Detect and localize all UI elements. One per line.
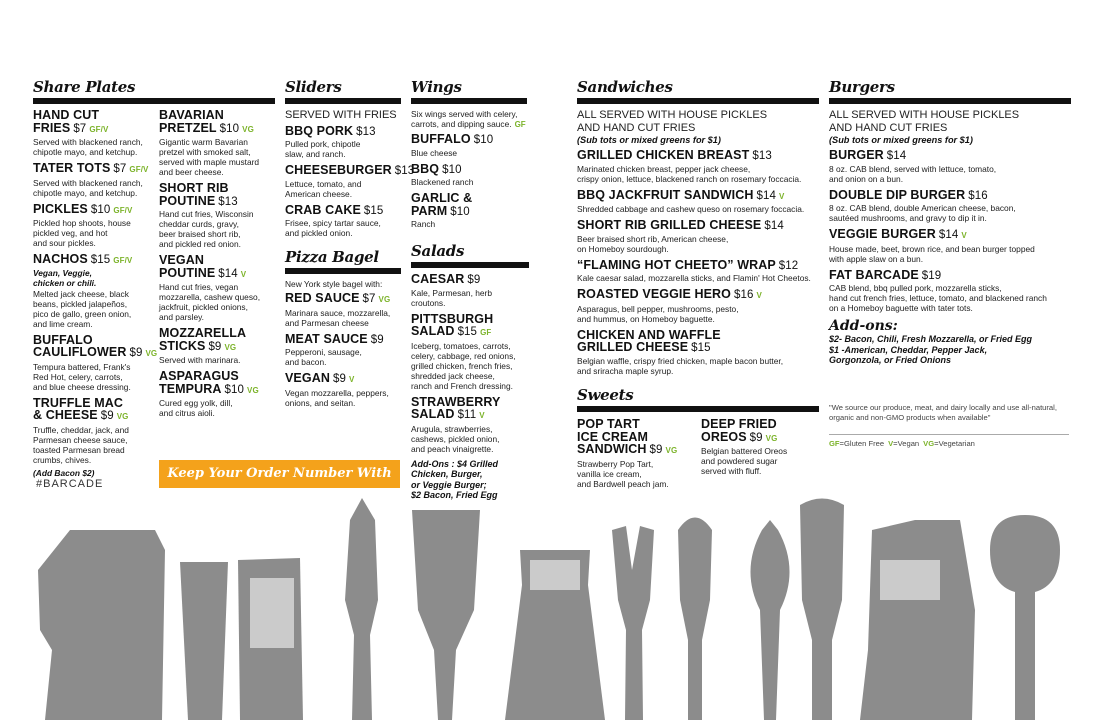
menu-item: [285, 372, 401, 408]
dietary-tag: GF/V: [113, 205, 133, 215]
dietary-tag: VG: [247, 385, 259, 395]
item-name-row: [577, 219, 819, 233]
item-name-row: [33, 397, 157, 424]
item-name: BAVARIAN PRETZEL: [159, 108, 224, 135]
order-number-banner: Keep Your Order Number With You: [159, 460, 400, 488]
sandwiches-items: [577, 149, 819, 376]
menu-item: [411, 273, 529, 308]
menu-item: [577, 288, 819, 324]
item-name: TRUFFLE MAC & CHEESE: [33, 395, 123, 422]
item-description: Marinated chicken breast, pepper jack cheese, crispy onion, lettuce, blackened ranch on rosemary foccacia.: [577, 163, 802, 184]
sweets-item-2: [701, 418, 819, 481]
item-name: HAND CUT FRIES: [33, 108, 100, 135]
tap-handle-silhouette: [412, 510, 480, 720]
menu-item: [159, 254, 277, 322]
wings-intro-text: Six wings served with celery, carrots, and dipping sauce.: [411, 109, 518, 129]
item-name: VEGAN POUTINE: [159, 253, 216, 280]
sweets-section: [577, 386, 819, 417]
item-description: Hand cut fries, vegan mozzarella, cashew queso, jackfruit, pickled onions, and parsley.: [159, 282, 261, 322]
item-price: $9: [129, 347, 143, 359]
menu-item: [829, 228, 1071, 264]
salads-section: [411, 242, 529, 501]
dietary-tag: VG: [378, 295, 391, 304]
dietary-tag: VG: [224, 342, 237, 352]
section-title: Salads: [411, 242, 529, 268]
item-price: $7: [362, 293, 376, 305]
item-description: Tempura battered, Frank's Red Hot, celery, carrots, and blue cheese dressing.: [33, 361, 131, 392]
item-price: $10: [224, 383, 245, 396]
item-description: Served with blackened ranch, chipotle mayo, and ketchup.: [33, 177, 143, 198]
item-name-row: [285, 372, 401, 387]
item-name: BBQ JACKFRUIT SANDWICH: [577, 187, 754, 202]
forked-tap-handle-silhouette: [612, 526, 654, 720]
item-description: Cured egg yolk, dill, and citrus aioli.: [159, 398, 233, 418]
legend-code: VG: [923, 439, 935, 448]
section-intro: New York style bagel with:: [285, 279, 383, 289]
dietary-tag: V: [479, 411, 485, 420]
dietary-tag: GF: [480, 328, 492, 337]
item-description: 8 oz. CAB blend, double American cheese, bacon, sautéed mushrooms, and gravy to dip it in.: [829, 203, 1016, 223]
burgers-items: [829, 149, 1071, 313]
share-plates-section: [33, 78, 275, 109]
item-price: $10: [442, 163, 462, 176]
menu-item: [829, 189, 1071, 224]
section-title: Burgers: [829, 78, 1071, 104]
item-name-row: [33, 162, 157, 177]
item-name-row: [411, 163, 527, 177]
item-name: FAT BARCADE: [829, 267, 919, 282]
section-note: (Sub tots or mixed greens for $1): [829, 135, 973, 145]
item-description: 8 oz. CAB blend, served with lettuce, tomato, and onion on a bun.: [829, 163, 997, 184]
item-name: BUFFALO: [411, 132, 471, 146]
item-price: $13: [752, 150, 772, 162]
dietary-tag: GF/V: [89, 124, 109, 134]
section-intro: ALL SERVED WITH HOUSE PICKLES AND HAND CUT FRIES: [577, 109, 768, 134]
menu-item: [701, 418, 819, 476]
item-name: CAESAR: [411, 272, 465, 286]
legend-code: V: [888, 439, 894, 448]
item-name-row: [411, 192, 527, 218]
section-title: Sweets: [577, 386, 819, 412]
tap-handle-silhouettes: [0, 490, 1104, 720]
tall-tap-handle-silhouette: [800, 499, 844, 720]
dietary-tag: V: [961, 231, 967, 240]
shark-tap-handle-silhouette: [345, 498, 378, 720]
section-title: Sliders: [285, 78, 401, 104]
item-name-row: [829, 228, 1071, 243]
item-name-row: [159, 182, 277, 208]
menu-item: [285, 333, 401, 368]
item-name: STRAWBERRY SALAD: [411, 394, 501, 421]
item-price: $16: [734, 289, 754, 301]
item-name-row: [285, 292, 401, 307]
menu-item: [577, 149, 819, 184]
item-description: Beer braised short rib, American cheese, on Homeboy sourdough.: [577, 233, 729, 254]
item-price: $10: [450, 205, 470, 218]
divider: [829, 434, 1069, 435]
addons-title: Add-ons:: [829, 318, 898, 334]
item-price: $9: [208, 340, 222, 353]
share-plates-col-2: [159, 109, 277, 423]
item-name: MEAT SAUCE: [285, 331, 368, 346]
item-description: Frisee, spicy tartar sauce, and pickled onion.: [285, 218, 381, 238]
menu-item: [577, 189, 819, 215]
item-name-row: [285, 333, 401, 347]
item-name: BUFFALO CAULIFLOWER: [33, 332, 127, 359]
item-price: $10: [473, 134, 494, 146]
item-name: GARLIC & PARM: [411, 191, 473, 218]
item-price: $9: [467, 274, 481, 286]
item-description: Strawberry Pop Tart, vanilla ice cream, and Bardwell peach jam.: [577, 458, 669, 489]
item-name: CHEESEBURGER: [285, 163, 392, 177]
item-addon-note: (Add Bacon $2): [33, 467, 95, 478]
dietary-tag: GF/V: [129, 165, 149, 174]
legend-code: GF: [829, 439, 840, 448]
legend-text: =Gluten Free: [839, 439, 885, 448]
menu-item: [285, 204, 401, 239]
item-name: PITTSBURGH SALAD: [411, 311, 494, 338]
menu-item: [411, 313, 529, 391]
menu-item: [33, 397, 157, 478]
onion-tap-handle-silhouette: [750, 520, 789, 720]
item-name: POP TART ICE CREAM SANDWICH: [577, 417, 649, 456]
pizza-bagel-section: [285, 248, 401, 413]
item-name-row: [159, 370, 277, 397]
item-name: BBQ: [411, 161, 440, 176]
menu-item: [159, 370, 277, 418]
menu-item: [33, 162, 157, 198]
item-description: Asparagus, bell pepper, mushrooms, pesto, and hummus, on Homeboy baguette.: [577, 303, 739, 324]
item-price: $13: [218, 195, 238, 208]
item-description: Belgian battered Oreos and powdered sugar served with fluff.: [701, 446, 788, 476]
item-price: $7: [113, 163, 127, 175]
item-options: Vegan, Veggie, chicken or chili.: [33, 267, 97, 288]
item-name: ASPARAGUS TEMPURA: [159, 369, 239, 396]
item-name-row: [33, 109, 157, 136]
item-name: CHICKEN AND WAFFLE GRILLED CHEESE: [577, 327, 721, 354]
item-price: $10: [219, 122, 240, 135]
dietary-tag: VG: [242, 124, 254, 134]
salads-addons: Add-Ons : $4 Grilled Chicken, Burger, or Veggie Burger; $2 Bacon, Fried Egg: [411, 458, 499, 500]
item-name: VEGAN: [285, 371, 330, 385]
dietary-tag: V: [756, 291, 762, 300]
item-price: $7: [73, 122, 87, 135]
item-name-row: [411, 273, 529, 287]
item-description: Served with blackened ranch, chipotle mayo, and ketchup.: [33, 137, 143, 157]
item-name: TATER TOTS: [33, 161, 111, 175]
item-description: Shredded cabbage and cashew queso on rosemary foccacia.: [577, 204, 805, 214]
item-price: $14: [756, 189, 776, 202]
menu-item: [577, 329, 819, 376]
menu-item: [33, 203, 157, 249]
item-name: “FLAMING HOT CHEETO” WRAP: [577, 257, 776, 272]
item-description: Pulled pork, chipotle slaw, and ranch.: [285, 139, 361, 159]
menu-item: [829, 149, 1071, 184]
item-description: Blackened ranch: [411, 177, 474, 187]
item-price: $9: [332, 373, 346, 385]
menu-item: [33, 109, 157, 157]
item-description: Pepperoni, sausage, and bacon.: [285, 347, 362, 367]
round-top-tap-handle-silhouette: [990, 515, 1060, 720]
item-price: $13: [394, 165, 415, 177]
item-name-row: [577, 418, 697, 458]
item-name-row: [829, 189, 1071, 203]
item-name-row: [159, 254, 277, 281]
sliders-section: [285, 78, 415, 243]
menu-item: [33, 253, 157, 329]
section-note: (Sub tots or mixed greens for $1): [577, 135, 721, 145]
section-title: Wings: [411, 78, 527, 104]
item-description: Gigantic warm Bavarian pretzel with smoked salt, served with maple mustard and beer cheese.: [159, 137, 260, 177]
menu-item: [285, 125, 401, 160]
item-description: Served with marinara.: [159, 355, 241, 365]
menu-item: [577, 259, 819, 284]
item-name: SHORT RIB GRILLED CHEESE: [577, 218, 762, 232]
item-name-row: [411, 396, 529, 423]
round-tap-handle-silhouette: [678, 518, 712, 720]
item-name-row: [411, 313, 529, 340]
sandwiches-section: [577, 78, 819, 381]
dietary-tag: V: [348, 375, 355, 384]
item-description: House made, beet, brown rice, and bean burger topped with apple slaw on a bun.: [829, 243, 1035, 264]
menu-item: [411, 163, 527, 188]
legend-text: =Vegan: [893, 439, 920, 448]
item-description: Belgian waffle, crispy fried chicken, maple bacon butter, and sriracha maple syrup.: [577, 355, 784, 376]
item-price: $15: [90, 254, 111, 266]
menu-item: [159, 182, 277, 249]
item-name-row: [577, 189, 819, 204]
item-price: $9: [370, 333, 384, 346]
item-name: BBQ PORK: [285, 123, 354, 138]
item-description: Pickled hop shoots, house pickled veg, and hot and sour pickles.: [33, 218, 131, 248]
item-name-row: [33, 253, 157, 268]
dietary-tag: GF/V: [113, 256, 133, 265]
salads-items: [411, 273, 529, 454]
menu-item: [829, 269, 1071, 314]
section-intro: ALL SERVED WITH HOUSE PICKLES AND HAND CUT FRIES: [829, 109, 1020, 134]
item-name-row: [577, 149, 819, 163]
item-name: DOUBLE DIP BURGER: [829, 187, 966, 202]
item-description: Lettuce, tomato, and American cheese.: [285, 178, 362, 199]
item-name: RED SAUCE: [285, 291, 360, 305]
item-price: $11: [457, 409, 477, 421]
burgers-addons: $2- Bacon, Chili, Fresh Mozzarella, or Fried Egg $1 -American, Cheddar, Pepper Jack, Gorgonzola, or Fried Onions: [829, 334, 1033, 365]
menu-item: [411, 192, 527, 229]
section-intro: SERVED WITH FRIES: [285, 109, 397, 121]
section-title: Sandwiches: [577, 78, 819, 104]
pizza-bagel-items: [285, 292, 401, 408]
item-name-row: [829, 269, 1071, 283]
item-description: Vegan mozzarella, peppers, onions, and seitan.: [285, 387, 389, 408]
item-price: $13: [356, 125, 376, 138]
item-description: Hand cut fries, Wisconsin cheddar curds, gravy, beer braised short rib, and pickled red onion.: [159, 209, 254, 249]
wings-items: [411, 133, 527, 229]
dietary-tag: VG: [145, 349, 158, 358]
item-price: $14: [218, 267, 238, 280]
dietary-legend: [829, 439, 979, 448]
item-price: $14: [764, 220, 784, 232]
section-intro: [411, 109, 527, 130]
item-price: $9: [100, 410, 114, 422]
wings-section: [411, 78, 527, 234]
menu-item: [159, 109, 277, 177]
item-description: Kale, Parmesan, herb croutons.: [411, 287, 493, 308]
share-plates-col-1: [33, 109, 157, 483]
item-name-row: [577, 329, 819, 355]
item-name: ROASTED VEGGIE HERO: [577, 287, 732, 301]
menu-item: [285, 292, 401, 328]
dietary-tag: VG: [665, 446, 678, 455]
arcade-screen-detail: [880, 560, 940, 600]
item-name-row: [285, 125, 401, 139]
dietary-tag: VG: [116, 412, 129, 421]
item-description: Truffle, cheddar, jack, and Parmesan cheese sauce, toasted Parmesan bread crumbs, chives.: [33, 424, 129, 465]
item-description: Ranch: [411, 219, 436, 229]
item-description: Melted jack cheese, black beans, pickled jalapeños, pico de gallo, green onion, and lime cream.: [33, 288, 132, 329]
menu-item: [577, 219, 819, 254]
dietary-tag: V: [240, 269, 247, 279]
item-price: $16: [968, 189, 988, 202]
sourcing-note: "We source our produce, meat, and dairy locally and use all-natural, organic and non-GMO products when available": [829, 403, 1057, 422]
arcade-screen-detail: [530, 560, 580, 590]
section-title: Share Plates: [33, 78, 275, 104]
item-name-row: [285, 204, 401, 218]
item-name-row: [829, 149, 1071, 163]
item-price: $19: [921, 269, 942, 282]
item-description: Arugula, strawberries, cashews, pickled onion, and peach vinaigrette.: [411, 423, 500, 454]
item-price: $12: [778, 259, 799, 272]
tap-handle-silhouette: [180, 562, 228, 720]
item-price: $14: [938, 229, 959, 241]
item-name: PICKLES: [33, 201, 88, 216]
item-name-row: [159, 327, 277, 354]
item-name-row: [701, 418, 819, 445]
item-name-row: [33, 334, 157, 361]
sweets-item-1: [577, 418, 697, 494]
item-price: $15: [363, 204, 384, 217]
item-name: GRILLED CHICKEN BREAST: [577, 148, 750, 162]
menu-item: [33, 334, 157, 392]
legend-text: =Vegetarian: [934, 439, 975, 448]
item-name-row: [33, 203, 157, 218]
item-name-row: [159, 109, 277, 136]
gluten-free-tag: GF: [514, 120, 526, 129]
item-price: $14: [886, 150, 907, 162]
item-description: Blue cheese: [411, 147, 458, 158]
menu-item: [577, 418, 697, 489]
item-name-row: [577, 259, 819, 273]
arcade-screen-detail: [250, 578, 294, 648]
section-title: Pizza Bagel: [285, 248, 401, 274]
item-name-row: [285, 163, 415, 178]
burgers-section: [829, 78, 1071, 366]
hashtag: #BARCADE: [36, 478, 104, 490]
item-name: VEGGIE BURGER: [829, 227, 936, 241]
item-price: $10: [90, 203, 111, 216]
menu-item: [285, 163, 415, 199]
arcade-cabinet-right-silhouette: [860, 520, 975, 720]
item-price: $9: [649, 444, 663, 456]
dietary-tag: VG: [765, 433, 778, 443]
item-name-row: [411, 133, 527, 147]
item-price: $15: [691, 342, 711, 354]
item-description: Iceberg, tomatoes, carrots, celery, cabbage, red onions, grilled chicken, french fries, shredded jack cheese, ranch and French dressing.: [411, 340, 516, 391]
sliders-items: [285, 123, 415, 239]
menu-item: [411, 133, 527, 158]
menu-item: [411, 396, 529, 454]
item-name: DEEP FRIED OREOS: [701, 417, 777, 444]
arcade-cabinet-left-silhouette: [38, 530, 165, 720]
item-description: Marinara sauce, mozzarella, and Parmesan cheese: [285, 307, 391, 328]
item-name: SHORT RIB POUTINE: [159, 181, 229, 208]
menu-item: [159, 327, 277, 365]
item-description: CAB blend, bbq pulled pork, mozzarella sticks, hand cut french fries, lettuce, tomato, and blackened ranch on a Homeboy baguette with tater tots.: [829, 283, 1047, 313]
dietary-tag: V: [779, 191, 785, 201]
item-name: NACHOS: [33, 252, 88, 266]
item-price: $9: [749, 431, 763, 444]
item-name: CRAB CAKE: [285, 202, 361, 217]
item-price: $15: [457, 326, 478, 338]
item-name-row: [577, 288, 819, 303]
item-name: MOZZARELLA STICKS: [159, 326, 247, 353]
item-description: Kale caesar salad, mozzarella sticks, and Flamin' Hot Cheetos.: [577, 273, 811, 283]
item-name: BURGER: [829, 148, 884, 162]
